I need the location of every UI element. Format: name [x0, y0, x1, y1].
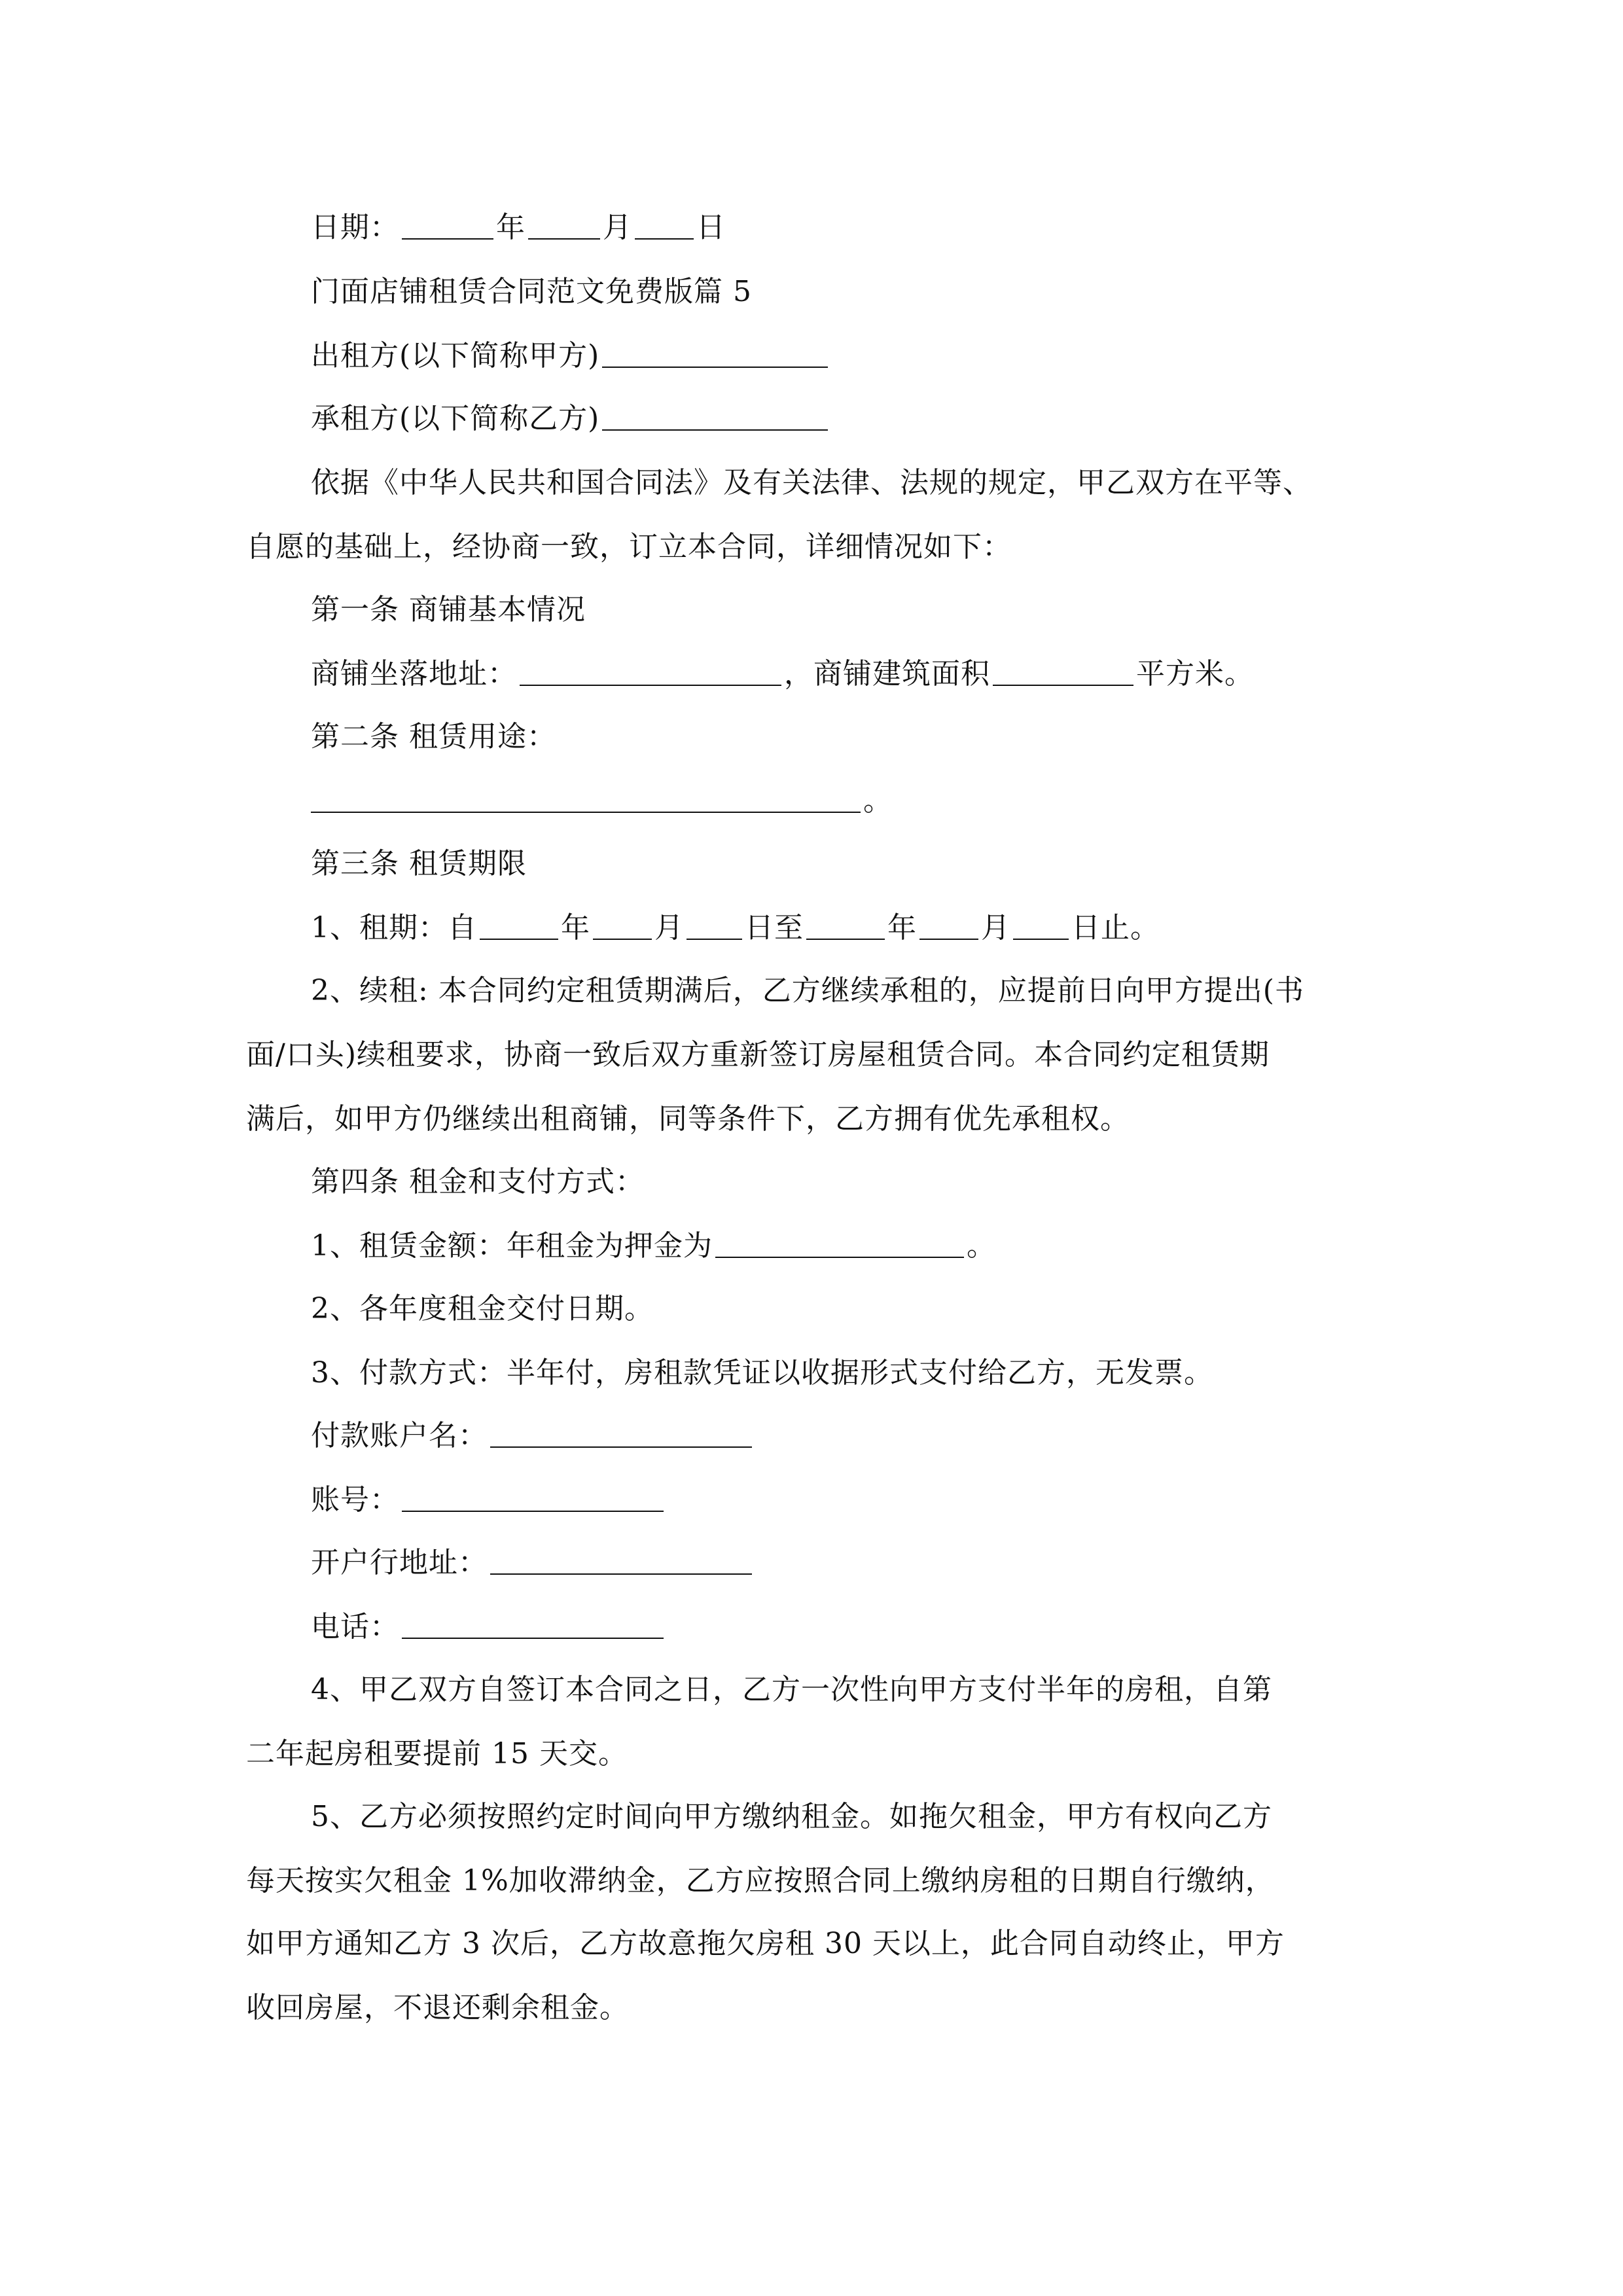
- para-5-line-1: 5、乙方必须按照约定时间向甲方缴纳租金。如拖欠租金，甲方有权向乙方: [311, 1800, 1272, 1833]
- end-month-blank[interactable]: [919, 910, 978, 940]
- purpose-end: 。: [863, 784, 893, 817]
- rent-amount-label: 1、租赁金额：年租金为押金为: [311, 1229, 713, 1263]
- pay-method-line: 3、付款方式：半年付，房租款凭证以收据形式支付给乙方，无发票。: [311, 1356, 1213, 1390]
- end-day-text: 日止。: [1071, 911, 1160, 944]
- start-month-blank[interactable]: [593, 910, 652, 940]
- para-5-line-3: 如甲方通知乙方 3 次后，乙方故意拖欠房租 30 天以上，此合同自动终止，甲方: [246, 1927, 1285, 1960]
- month-text: 月: [603, 211, 632, 244]
- start-year-blank[interactable]: [480, 910, 558, 940]
- para-5-line-2: 每天按实欠租金 1%加收滞纳金，乙方应按照合同上缴纳房租的日期自行缴纳，: [246, 1864, 1275, 1897]
- account-name-blank[interactable]: [490, 1418, 752, 1448]
- account-no-label: 账号：: [311, 1483, 399, 1516]
- area-label: ，商铺建筑面积: [784, 657, 990, 691]
- intro-line-2: 自愿的基础上，经协商一致，订立本合同，详细情况如下：: [246, 530, 1012, 564]
- lessee-line: [311, 399, 830, 439]
- term-line: [311, 908, 1160, 948]
- rent-date-line: 2、各年度租金交付日期。: [311, 1292, 654, 1325]
- end-day-blank[interactable]: [1013, 910, 1069, 940]
- renew-line-3: 满后，如甲方仍继续出租商铺，同等条件下，乙方拥有优先承租权。: [246, 1102, 1130, 1136]
- article-2-purpose-line: [311, 781, 893, 821]
- start-day-blank[interactable]: [687, 910, 742, 940]
- phone-blank[interactable]: [402, 1609, 664, 1639]
- account-name-line: [311, 1416, 755, 1456]
- account-no-line: [311, 1480, 666, 1520]
- phone-label: 电话：: [311, 1610, 399, 1643]
- bank-address-line: [311, 1543, 755, 1583]
- end-year-blank[interactable]: [806, 910, 885, 940]
- start-year-text: 年: [561, 911, 590, 944]
- year-blank[interactable]: [402, 209, 493, 240]
- bank-address-blank[interactable]: [490, 1545, 752, 1575]
- article-1-title: 第一条 商铺基本情况: [311, 593, 586, 626]
- account-name-label: 付款账户名：: [311, 1419, 488, 1452]
- lessor-label: 出租方(以下简称甲方): [311, 339, 600, 372]
- para-4-line-1: 4、甲乙双方自签订本合同之日，乙方一次性向甲方支付半年的房租，自第: [311, 1673, 1272, 1706]
- renew-line-2: 面/口头)续租要求，协商一致后双方重新签订房屋租赁合同。本合同约定租赁期: [246, 1038, 1270, 1071]
- lessor-line: [311, 336, 830, 376]
- address-blank[interactable]: [520, 656, 781, 686]
- day-text: 日: [696, 211, 726, 244]
- end-month-text: 月: [981, 911, 1010, 944]
- purpose-blank[interactable]: [311, 783, 861, 813]
- article-3-title: 第三条 租赁期限: [311, 847, 527, 880]
- date-line: [311, 208, 726, 247]
- year-text: 年: [496, 211, 526, 244]
- month-blank[interactable]: [528, 209, 600, 240]
- lessee-label: 承租方(以下简称乙方): [311, 402, 600, 435]
- article-2-title: 第二条 租赁用途：: [311, 720, 556, 753]
- day-blank[interactable]: [635, 209, 694, 240]
- rent-amount-blank[interactable]: [715, 1228, 964, 1258]
- end-year-text: 年: [887, 911, 917, 944]
- para-5-line-4: 收回房屋，不退还剩余租金。: [246, 1991, 629, 2024]
- phone-line: [311, 1607, 666, 1647]
- start-day-text: 日至: [745, 911, 804, 944]
- bank-address-label: 开户行地址：: [311, 1546, 488, 1579]
- article-1-address-line: [311, 655, 1254, 694]
- lessee-blank[interactable]: [602, 401, 828, 431]
- article-4-title: 第四条 租金和支付方式：: [311, 1165, 645, 1198]
- address-label: 商铺坐落地址：: [311, 657, 517, 691]
- renew-line-1: 2、续租: 本合同约定租赁期满后，乙方继续承租的，应提前日向甲方提出(书: [311, 974, 1304, 1007]
- start-month-text: 月: [654, 911, 684, 944]
- account-no-blank[interactable]: [402, 1482, 664, 1512]
- date-label: 日期：: [311, 211, 399, 244]
- intro-line-1: 依据《中华人民共和国合同法》及有关法律、法规的规定，甲乙双方在平等、: [311, 466, 1312, 499]
- area-unit: 平方米。: [1136, 657, 1254, 691]
- term-label: 1、租期：自: [311, 911, 477, 944]
- rent-amount-line: [311, 1227, 996, 1266]
- lessor-blank[interactable]: [602, 338, 828, 368]
- rent-amount-end: 。: [967, 1229, 996, 1263]
- contract-title: 门面店铺租赁合同范文免费版篇 5: [311, 275, 752, 308]
- para-4-line-2: 二年起房租要提前 15 天交。: [246, 1737, 628, 1770]
- area-blank[interactable]: [993, 656, 1133, 686]
